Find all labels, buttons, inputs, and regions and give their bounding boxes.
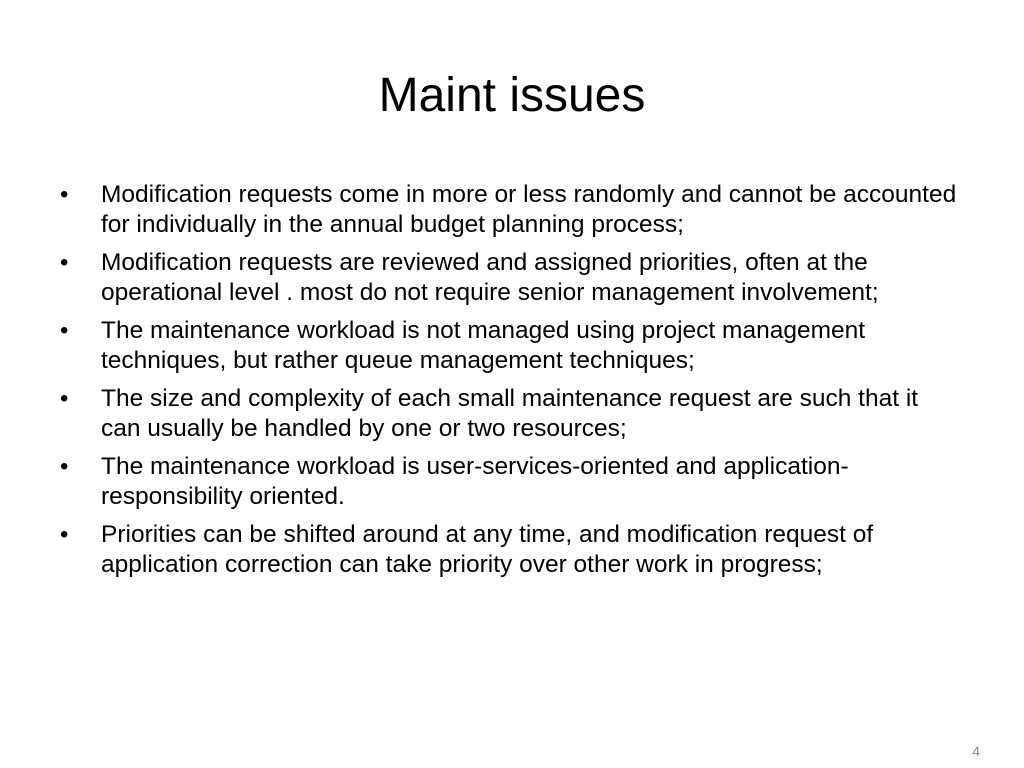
bullet-text: The maintenance workload is user-services-oriented and application-responsibility oriented. bbox=[101, 453, 849, 510]
slide-title: Maint issues bbox=[378, 69, 646, 122]
page-number: 4 bbox=[972, 743, 980, 759]
bullet-list bbox=[60, 180, 960, 588]
bullet-icon: • bbox=[60, 181, 69, 208]
bullet-icon: • bbox=[60, 317, 69, 344]
bullet-text: The size and complexity of each small maintenance request are such that it can usually be handled by one or two resources; bbox=[101, 385, 919, 442]
bullet-icon: • bbox=[60, 521, 69, 548]
bullet-item bbox=[60, 384, 960, 443]
bullet-item bbox=[60, 316, 960, 375]
bullet-icon: • bbox=[60, 385, 69, 412]
bullet-text: Priorities can be shifted around at any time, and modification request of application correction can take priority over other work in progress; bbox=[101, 521, 874, 578]
bullet-text: Modification requests are reviewed and assigned priorities, often at the operational level . most do not require senior management involvement; bbox=[101, 249, 879, 306]
bullet-item bbox=[60, 520, 960, 579]
bullet-text: Modification requests come in more or less randomly and cannot be accounted for individually in the annual budget planning process; bbox=[101, 181, 957, 238]
bullet-item bbox=[60, 248, 960, 307]
bullet-item bbox=[60, 180, 960, 239]
bullet-text: The maintenance workload is not managed using project management techniques, but rather queue management techniques; bbox=[101, 317, 866, 374]
bullet-icon: • bbox=[60, 453, 69, 480]
bullet-item bbox=[60, 452, 960, 511]
bullet-icon: • bbox=[60, 249, 69, 276]
